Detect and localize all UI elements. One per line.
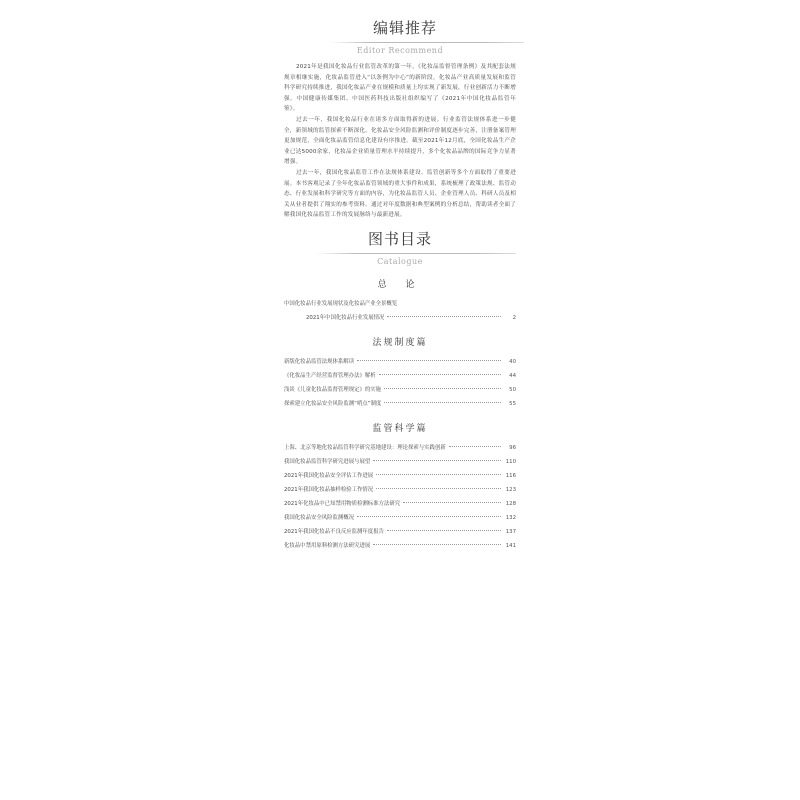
leader-dots — [379, 374, 501, 375]
toc-entry-page: 50 — [509, 386, 516, 393]
toc-entry[interactable] — [284, 383, 516, 397]
toc-entry-page: 141 — [505, 542, 516, 549]
toc-entry-page: 128 — [505, 500, 516, 507]
toc-entry-page: 123 — [505, 486, 516, 493]
toc-entry-title: 2021年化妆品中已知禁用物质检测标准方法研究 — [284, 500, 401, 507]
leader-dots — [387, 316, 501, 317]
toc-entry[interactable] — [284, 355, 516, 369]
leader-dots — [357, 516, 501, 517]
leader-dots — [387, 530, 501, 531]
editor-recommend-header — [284, 18, 516, 58]
catalogue-subtitle: Catalogue — [372, 257, 428, 266]
paragraph: 2021年是我国化妆品行业监管改革的第一年，《化妆品监督管理条例》及其配套法规规章相继实施，化妆品监管进入“以条例为中心”的新阶段。化妆品产业高质量发展和监管科学研究持续推进，我国化妆品产业在规模和质量上均实现了新发展，行业创新活力不断增强。中国健康传媒集团、中国医药科技出版社组织编写了《2021年中国化妆品监管年鉴》。 — [284, 64, 516, 113]
toc-part-general — [284, 277, 516, 325]
toc-entry-title: 2021年中国化妆品行业发展情况 — [306, 314, 385, 321]
toc-entry-title: 2021年我国化妆品安全评估工作进展 — [284, 472, 374, 479]
leader-dots — [357, 360, 501, 361]
leader-dots — [449, 446, 501, 447]
part-title: 监管科学篇 — [372, 423, 428, 434]
leader-dots — [376, 474, 501, 475]
part-title: 总 论 — [377, 279, 423, 290]
editor-recommend-body — [284, 62, 516, 221]
toc-entry[interactable] — [284, 441, 516, 455]
leader-dots — [403, 502, 501, 503]
toc-entry-title: 《化妆品生产经营监督管理办法》解析 — [284, 372, 376, 379]
toc-entry[interactable] — [284, 369, 516, 383]
toc-entry-title: 2021年我国化妆品抽样检验工作情况 — [284, 486, 374, 493]
catalogue-header — [284, 229, 516, 269]
toc-entry-page: 137 — [505, 528, 516, 535]
book-page — [284, 18, 516, 553]
toc-entry-page: 116 — [505, 472, 516, 479]
toc-entry-title: 新版化妆品监管法规体系解读 — [284, 358, 355, 365]
toc-entry-page: 96 — [509, 444, 516, 451]
header-divider — [330, 42, 524, 43]
toc-entry-title: 我国化妆品监管科学研究进展与展望 — [284, 458, 371, 465]
toc-entry-page: 2 — [512, 314, 516, 321]
toc-entry[interactable] — [284, 539, 516, 553]
toc-entry-page: 55 — [509, 400, 516, 407]
header-divider — [316, 253, 516, 254]
toc-entry[interactable] — [284, 469, 516, 483]
paragraph: 过去一年，我国化妆品监管工作在法规体系建设、监管创新等多个方面取得了重要进展。本书客观记录了全年化妆品监管领域的重大事件和成果，系统梳理了政策法规、监管动态、行业发展和科学研究等方面的内容，为化妆品监管人员、企业管理人员、科研人员及相关从业者提供了翔实的参考资料。通过对年度数据和典型案例的分析总结，帮助读者全面了解我国化妆品监管工作的发展脉络与最新进展。 — [284, 169, 516, 219]
editor-recommend-title: 编辑推荐 — [372, 19, 437, 37]
leader-dots — [384, 402, 501, 403]
leader-dots — [373, 460, 501, 461]
toc-entry-title: 上海、北京等地化妆品监管科学研究基地建设：理论探索与实践创新 — [284, 444, 446, 451]
toc-entry[interactable] — [284, 483, 516, 497]
toc-entry-title: 浅谈《儿童化妆品监督管理规定》的实施 — [284, 386, 382, 393]
leader-dots — [376, 488, 501, 489]
part-title: 法规制度篇 — [372, 337, 428, 348]
toc-entry-title: 探索建立化妆品安全风险监测“哨点”制度 — [284, 400, 382, 407]
toc-entry[interactable] — [284, 455, 516, 469]
toc-part-regulations — [284, 335, 516, 411]
toc-entry[interactable] — [284, 311, 516, 325]
toc-entry-page: 110 — [505, 458, 516, 465]
catalogue-title: 图书目录 — [367, 229, 432, 248]
leader-dots — [384, 388, 501, 389]
toc-entry-page: 44 — [509, 372, 516, 379]
toc-entry[interactable] — [284, 511, 516, 525]
editor-recommend-subtitle: Editor Recommend — [352, 46, 448, 55]
toc-entry-page: 132 — [505, 514, 516, 521]
toc-part-regulatory-science — [284, 421, 516, 553]
toc-entry-page: 40 — [509, 358, 516, 365]
toc-entry-title: 中国化妆品行业发展现状及化妆品产业全景概览 — [284, 300, 398, 307]
toc-entry[interactable] — [284, 497, 516, 511]
toc-entry[interactable] — [284, 525, 516, 539]
toc-entry-title: 化妆品中禁用原料检测方法研究进展 — [284, 542, 371, 549]
leader-dots — [373, 544, 501, 545]
toc-entry[interactable] — [284, 297, 516, 311]
toc-entry-title: 我国化妆品安全风险监测概况 — [284, 514, 355, 521]
toc-entry[interactable] — [284, 397, 516, 411]
paragraph: 过去一年，我国化妆品行业在诸多方面取得新的进展。行业监管法规体系进一步健全，新领域的监管探索不断深化。化妆品安全风险监测和评价制度逐步完善，注册备案管理更加规范，全面化妆品监管信息化建设有序推进。截至2021年12月底，全国化妆品生产企业已达5000余家，化妆品企业质量管理水平持续提升，多个化妆品品牌的国际竞争力显著增强。 — [284, 116, 516, 166]
toc-entry-title: 2021年我国化妆品不良反应监测年度报告 — [284, 528, 384, 535]
